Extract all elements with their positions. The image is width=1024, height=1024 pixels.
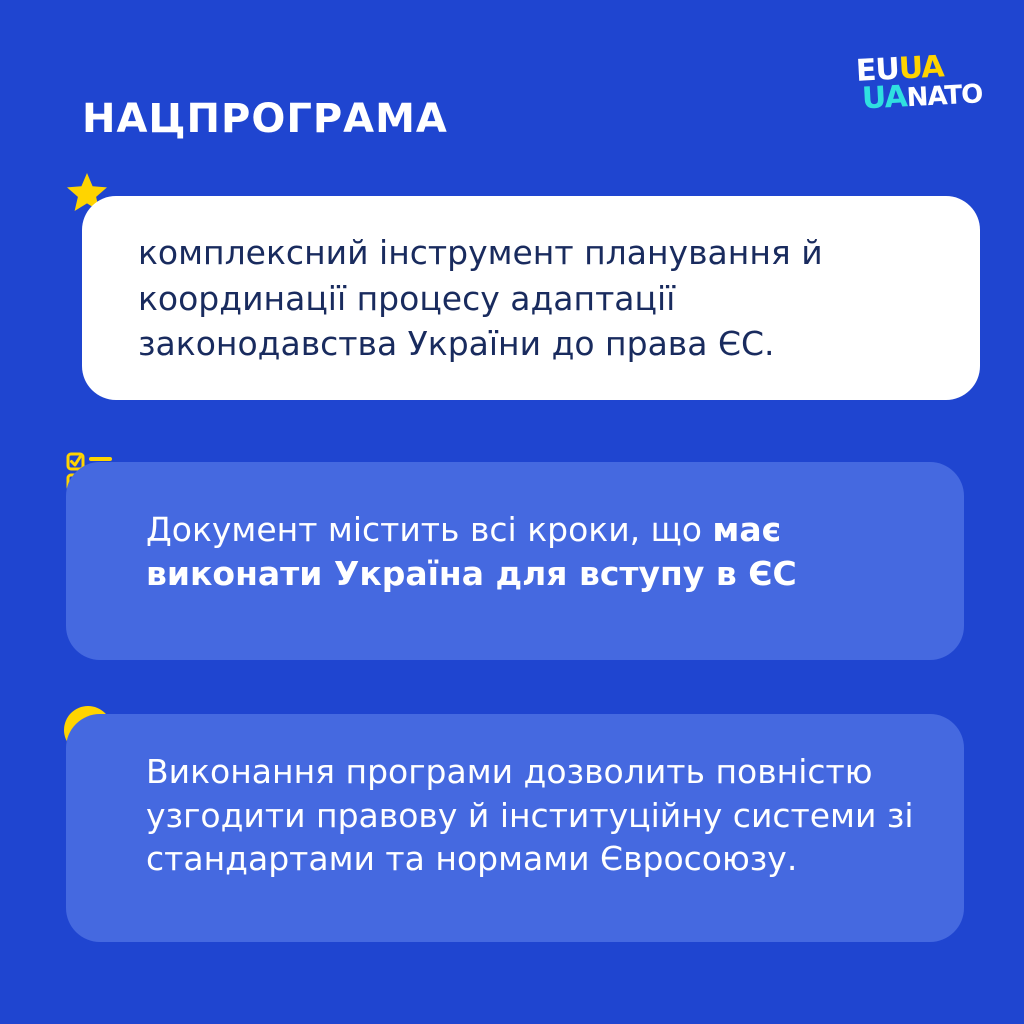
card-document-steps-text <box>146 508 916 595</box>
card-complex-instrument <box>82 196 980 400</box>
card-complex-instrument-text: комплексний інструмент планування й координації процесу адаптації законодавства України до права ЄС. <box>138 233 823 364</box>
card-document-steps-text-bold: має виконати Україна для вступу в ЄС <box>146 510 797 593</box>
page-title: НАЦПРОГРАМА <box>82 96 448 142</box>
card-program-result <box>66 714 964 942</box>
logo-text-eu: EU <box>855 51 900 89</box>
card-document-steps <box>66 462 964 660</box>
logo-text-nato: NATO <box>905 79 984 114</box>
card-program-result-text: Виконання програми дозволить повністю узгодити правову й інституційну системи зі стандартами та нормами Євросоюзу. <box>146 752 914 879</box>
logo-text-ua-top: UA <box>897 49 945 87</box>
eu-ua-nato-logo <box>855 49 984 136</box>
card-document-steps-text-regular: Документ містить всі кроки, що <box>146 510 713 549</box>
logo-text-ua-bottom: UA <box>861 78 908 117</box>
